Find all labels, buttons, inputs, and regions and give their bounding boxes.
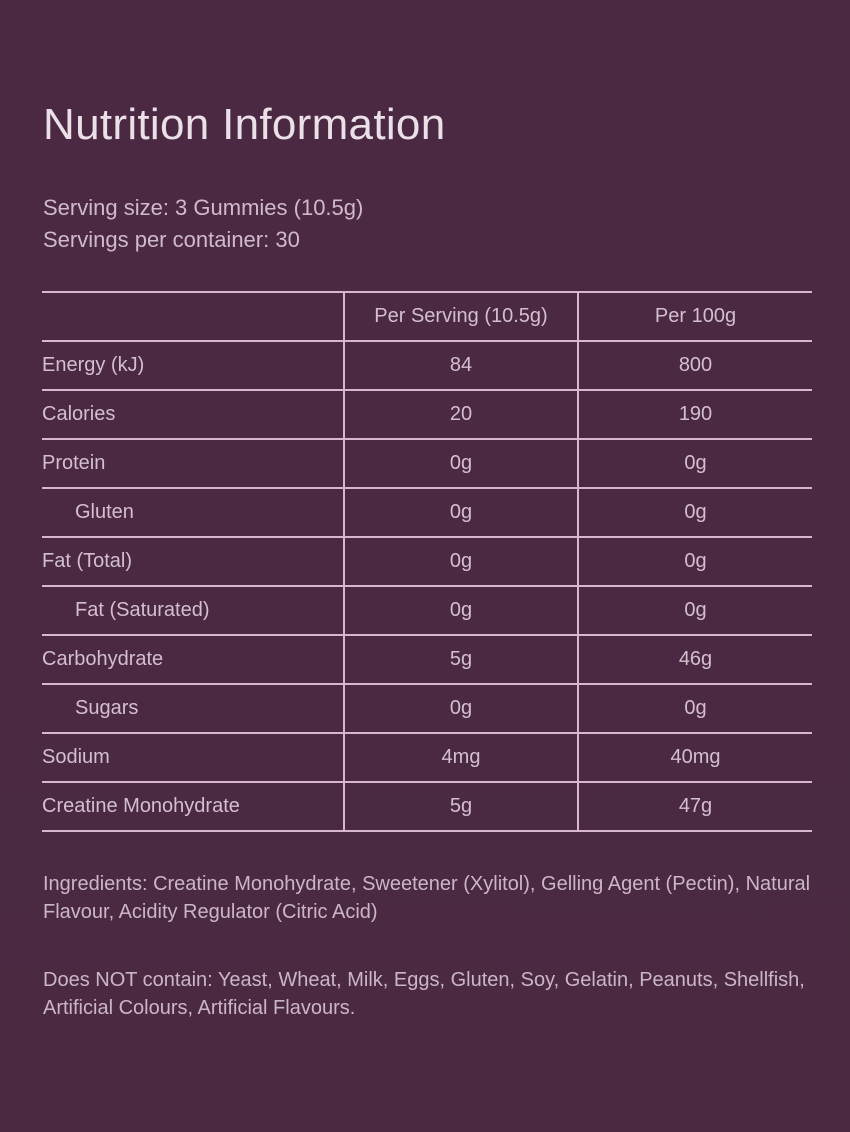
per-100g-value: 0g: [578, 586, 812, 635]
per-serving-value: 5g: [344, 782, 578, 831]
per-serving-value: 0g: [344, 488, 578, 537]
table-row: [42, 341, 812, 390]
nutrient-sublabel: Gluten: [42, 488, 344, 537]
nutrient-label: Protein: [42, 439, 344, 488]
per-100g-value: 800: [578, 341, 812, 390]
ingredients-text: Ingredients: Creatine Monohydrate, Sweetener (Xylitol), Gelling Agent (Pectin), Natural Flavour, Acidity Regulator (Citric Acid): [43, 873, 811, 923]
per-100g-value: 40mg: [578, 733, 812, 782]
nutrient-label: Calories: [42, 390, 344, 439]
per-100g-value: 47g: [578, 782, 812, 831]
table-row: [42, 586, 812, 635]
header-per-100g: Per 100g: [578, 292, 812, 341]
nutrient-sublabel: Sugars: [42, 684, 344, 733]
nutrition-table: [42, 291, 812, 832]
per-100g-value: 190: [578, 390, 812, 439]
table-row: [42, 390, 812, 439]
serving-size: Serving size: 3 Gummies (10.5g): [43, 195, 364, 220]
per-serving-value: 0g: [344, 586, 578, 635]
table-row: [42, 782, 812, 831]
per-serving-value: 84: [344, 341, 578, 390]
table-row: [42, 635, 812, 684]
per-serving-value: 20: [344, 390, 578, 439]
per-100g-value: 0g: [578, 488, 812, 537]
per-100g-value: 0g: [578, 537, 812, 586]
header-nutrient: [42, 292, 344, 341]
per-serving-value: 0g: [344, 684, 578, 733]
nutrient-label: Energy (kJ): [42, 341, 344, 390]
per-serving-value: 5g: [344, 635, 578, 684]
table-row: [42, 537, 812, 586]
table-row: [42, 488, 812, 537]
per-100g-value: 0g: [578, 439, 812, 488]
servings-per-container: Servings per container: 30: [43, 227, 300, 252]
per-100g-value: 0g: [578, 684, 812, 733]
per-serving-value: 0g: [344, 537, 578, 586]
per-serving-value: 0g: [344, 439, 578, 488]
nutrient-label: Carbohydrate: [42, 635, 344, 684]
nutrient-label: Creatine Monohydrate: [42, 782, 344, 831]
table-row: [42, 684, 812, 733]
header-per-serving: Per Serving (10.5g): [344, 292, 578, 341]
page-title: Nutrition Information: [43, 100, 446, 149]
nutrient-sublabel: Fat (Saturated): [42, 586, 344, 635]
table-row: [42, 439, 812, 488]
excludes-text: Does NOT contain: Yeast, Wheat, Milk, Eggs, Gluten, Soy, Gelatin, Peanuts, Shellfish, Artificial Colours, Artificial Flavours.: [43, 969, 805, 1019]
table-row: [42, 733, 812, 782]
serving-info: [43, 192, 363, 256]
table-header-row: [42, 292, 812, 341]
per-100g-value: 46g: [578, 635, 812, 684]
nutrient-label: Sodium: [42, 733, 344, 782]
nutrient-label: Fat (Total): [42, 537, 344, 586]
per-serving-value: 4mg: [344, 733, 578, 782]
